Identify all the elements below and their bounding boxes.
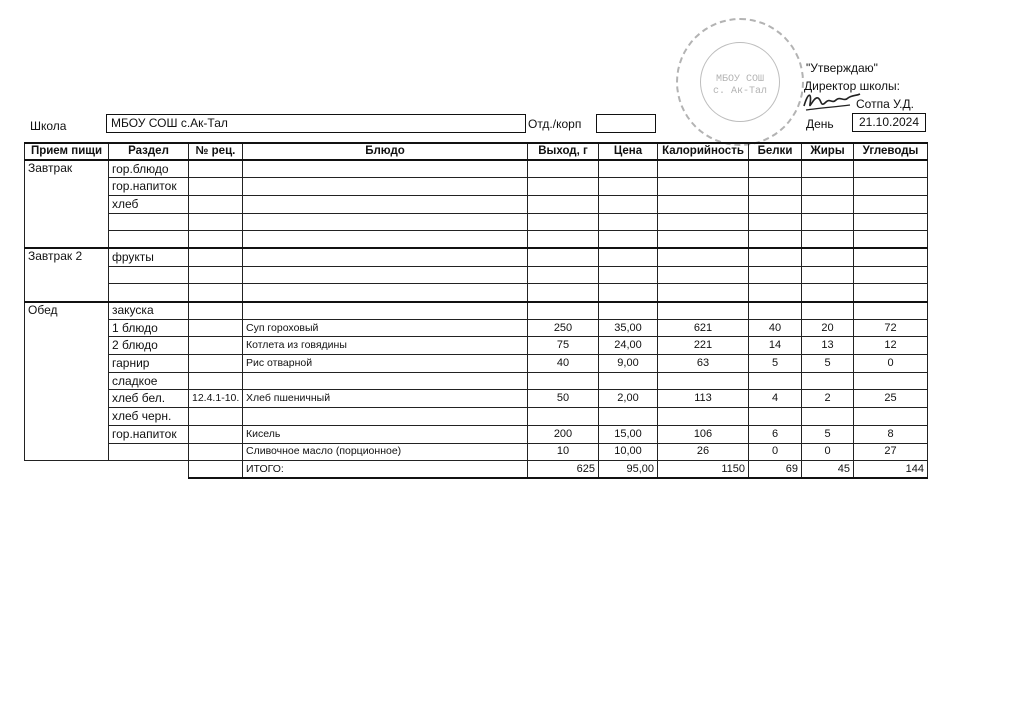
- calories-cell: 113: [658, 390, 749, 408]
- price-cell: 9,00: [599, 355, 658, 373]
- carbs-cell: 8: [854, 425, 928, 443]
- col-yield: Выход, г: [528, 143, 599, 160]
- col-price: Цена: [599, 143, 658, 160]
- dish-cell: Суп гороховый: [243, 319, 528, 337]
- table-row: [25, 266, 928, 284]
- recipe-no-cell: [189, 160, 243, 178]
- meal-cell-continued: [25, 390, 109, 408]
- calories-cell: [658, 408, 749, 426]
- recipe-no-cell: [189, 443, 243, 461]
- meal-cell-continued: [25, 284, 109, 302]
- table-row: [25, 372, 928, 390]
- table-row: [25, 425, 928, 443]
- price-cell: 24,00: [599, 337, 658, 355]
- meal-cell-continued: [25, 443, 109, 461]
- yield-cell: 75: [528, 337, 599, 355]
- price-cell: [599, 266, 658, 284]
- fat-cell: 2: [802, 390, 854, 408]
- dish-cell: Сливочное масло (порционное): [243, 443, 528, 461]
- recipe-no-cell: [189, 231, 243, 249]
- price-cell: 35,00: [599, 319, 658, 337]
- carbs-cell: [854, 213, 928, 231]
- carbs-cell: [854, 248, 928, 266]
- yield-cell: [528, 231, 599, 249]
- total-fat-cell: 45: [802, 461, 854, 479]
- price-cell: [599, 195, 658, 213]
- carbs-cell: [854, 195, 928, 213]
- col-calories: Калорийность: [658, 143, 749, 160]
- price-cell: [599, 248, 658, 266]
- fat-cell: [802, 248, 854, 266]
- col-meal: Прием пищи: [25, 143, 109, 160]
- calories-cell: 106: [658, 425, 749, 443]
- col-recipe-no: № рец.: [189, 143, 243, 160]
- table-row: [25, 443, 928, 461]
- protein-cell: [749, 302, 802, 320]
- meal-cell-continued: [25, 319, 109, 337]
- meal-name-cell: Завтрак 2: [25, 248, 109, 266]
- calories-cell: [658, 195, 749, 213]
- fat-cell: [802, 302, 854, 320]
- fat-cell: [802, 284, 854, 302]
- director-name: Сотпа У.Д.: [856, 97, 914, 111]
- section-cell: [109, 443, 189, 461]
- calories-cell: [658, 178, 749, 196]
- calories-cell: 621: [658, 319, 749, 337]
- recipe-no-cell: [189, 266, 243, 284]
- calories-cell: [658, 266, 749, 284]
- menu-table-body: [25, 160, 928, 478]
- total-protein-cell: 69: [749, 461, 802, 479]
- dish-cell: [243, 302, 528, 320]
- dish-cell: [243, 160, 528, 178]
- yield-cell: [528, 372, 599, 390]
- recipe-no-cell: [189, 213, 243, 231]
- section-cell: гор.напиток: [109, 425, 189, 443]
- yield-cell: [528, 213, 599, 231]
- calories-cell: [658, 302, 749, 320]
- recipe-no-cell: [189, 319, 243, 337]
- meal-cell-continued: [25, 178, 109, 196]
- seal-text-line-2: с. Ак-Тал: [712, 86, 767, 97]
- table-row: [25, 178, 928, 196]
- price-cell: [599, 178, 658, 196]
- price-cell: [599, 372, 658, 390]
- fat-cell: 13: [802, 337, 854, 355]
- table-row: [25, 390, 928, 408]
- meal-cell-continued: [25, 266, 109, 284]
- table-row: [25, 319, 928, 337]
- table-row: [25, 213, 928, 231]
- meal-cell-continued: [25, 337, 109, 355]
- col-fat: Жиры: [802, 143, 854, 160]
- carbs-cell: 25: [854, 390, 928, 408]
- carbs-cell: [854, 178, 928, 196]
- meal-cell-continued: [25, 425, 109, 443]
- protein-cell: [749, 231, 802, 249]
- section-cell: сладкое: [109, 372, 189, 390]
- section-cell: 2 блюдо: [109, 337, 189, 355]
- dept-field[interactable]: [596, 114, 656, 133]
- official-seal: [676, 18, 804, 146]
- recipe-no-cell: [189, 372, 243, 390]
- meal-cell-continued: [25, 231, 109, 249]
- fat-cell: 5: [802, 425, 854, 443]
- section-cell: хлеб черн.: [109, 408, 189, 426]
- protein-cell: 4: [749, 390, 802, 408]
- total-carbs-cell: 144: [854, 461, 928, 479]
- section-cell: гор.напиток: [109, 178, 189, 196]
- section-cell: [109, 266, 189, 284]
- recipe-no-cell: [189, 425, 243, 443]
- fat-cell: [802, 213, 854, 231]
- total-blank-cell: [109, 461, 189, 479]
- calories-cell: [658, 213, 749, 231]
- carbs-cell: 0: [854, 355, 928, 373]
- recipe-no-cell: [189, 195, 243, 213]
- table-header-row: [25, 143, 928, 160]
- yield-cell: 50: [528, 390, 599, 408]
- dish-cell: Рис отварной: [243, 355, 528, 373]
- fat-cell: [802, 178, 854, 196]
- calories-cell: [658, 231, 749, 249]
- meal-cell-continued: [25, 355, 109, 373]
- carbs-cell: [854, 231, 928, 249]
- protein-cell: 40: [749, 319, 802, 337]
- price-cell: [599, 213, 658, 231]
- fat-cell: 20: [802, 319, 854, 337]
- table-row: [25, 302, 928, 320]
- section-cell: гарнир: [109, 355, 189, 373]
- dish-cell: [243, 284, 528, 302]
- recipe-no-cell: [189, 408, 243, 426]
- protein-cell: [749, 266, 802, 284]
- fat-cell: [802, 195, 854, 213]
- section-cell: [109, 213, 189, 231]
- yield-cell: [528, 302, 599, 320]
- section-cell: 1 блюдо: [109, 319, 189, 337]
- dish-cell: [243, 408, 528, 426]
- school-field[interactable]: МБОУ СОШ с.Ак-Тал: [106, 114, 526, 133]
- recipe-no-cell: [189, 337, 243, 355]
- director-signature: [800, 88, 862, 114]
- yield-cell: 200: [528, 425, 599, 443]
- calories-cell: [658, 284, 749, 302]
- dish-cell: [243, 372, 528, 390]
- carbs-cell: [854, 372, 928, 390]
- calories-cell: [658, 160, 749, 178]
- yield-cell: [528, 195, 599, 213]
- protein-cell: [749, 213, 802, 231]
- col-carbs: Углеводы: [854, 143, 928, 160]
- yield-cell: [528, 178, 599, 196]
- yield-cell: 10: [528, 443, 599, 461]
- section-cell: [109, 284, 189, 302]
- fat-cell: [802, 408, 854, 426]
- carbs-cell: [854, 266, 928, 284]
- recipe-no-cell: [189, 248, 243, 266]
- protein-cell: [749, 408, 802, 426]
- recipe-no-cell: [189, 178, 243, 196]
- fat-cell: 5: [802, 355, 854, 373]
- table-row: [25, 355, 928, 373]
- price-cell: [599, 231, 658, 249]
- section-cell: [109, 231, 189, 249]
- recipe-no-cell: [189, 355, 243, 373]
- protein-cell: [749, 178, 802, 196]
- price-cell: [599, 160, 658, 178]
- protein-cell: [749, 160, 802, 178]
- protein-cell: [749, 195, 802, 213]
- calories-cell: [658, 248, 749, 266]
- price-cell: [599, 284, 658, 302]
- meal-cell-continued: [25, 213, 109, 231]
- day-label: День: [806, 117, 834, 131]
- fat-cell: [802, 160, 854, 178]
- total-kcal-cell: 1150: [658, 461, 749, 479]
- table-row: [25, 231, 928, 249]
- yield-cell: [528, 284, 599, 302]
- total-recipe-cell: [189, 461, 243, 479]
- table-row: [25, 160, 928, 178]
- protein-cell: [749, 248, 802, 266]
- meal-cell-continued: [25, 195, 109, 213]
- approve-title: "Утверждаю": [806, 61, 878, 75]
- dish-cell: [243, 213, 528, 231]
- protein-cell: 14: [749, 337, 802, 355]
- recipe-no-cell: [189, 284, 243, 302]
- dish-cell: [243, 195, 528, 213]
- price-cell: 2,00: [599, 390, 658, 408]
- recipe-no-cell: 12.4.1-10.: [189, 390, 243, 408]
- approve-role: Директор школы:: [804, 79, 900, 93]
- dept-label: Отд./корп: [528, 117, 582, 131]
- calories-cell: 26: [658, 443, 749, 461]
- total-price-cell: 95,00: [599, 461, 658, 479]
- section-cell: фрукты: [109, 248, 189, 266]
- table-row: [25, 284, 928, 302]
- carbs-cell: [854, 302, 928, 320]
- table-row: [25, 337, 928, 355]
- yield-cell: [528, 160, 599, 178]
- calories-cell: [658, 372, 749, 390]
- dish-cell: [243, 178, 528, 196]
- yield-cell: 40: [528, 355, 599, 373]
- fat-cell: [802, 266, 854, 284]
- fat-cell: 0: [802, 443, 854, 461]
- dish-cell: Хлеб пшеничный: [243, 390, 528, 408]
- section-cell: закуска: [109, 302, 189, 320]
- calories-cell: 63: [658, 355, 749, 373]
- meal-cell-continued: [25, 372, 109, 390]
- price-cell: [599, 408, 658, 426]
- section-cell: хлеб бел.: [109, 390, 189, 408]
- carbs-cell: [854, 160, 928, 178]
- carbs-cell: 72: [854, 319, 928, 337]
- calories-cell: 221: [658, 337, 749, 355]
- total-label: ИТОГО:: [243, 461, 528, 479]
- carbs-cell: [854, 284, 928, 302]
- protein-cell: [749, 372, 802, 390]
- dish-cell: Кисель: [243, 425, 528, 443]
- yield-cell: [528, 248, 599, 266]
- total-yield-cell: 625: [528, 461, 599, 479]
- col-dish: Блюдо: [243, 143, 528, 160]
- fat-cell: [802, 231, 854, 249]
- price-cell: [599, 302, 658, 320]
- protein-cell: 0: [749, 443, 802, 461]
- table-row: [25, 408, 928, 426]
- total-blank-cell: [25, 461, 109, 479]
- section-cell: гор.блюдо: [109, 160, 189, 178]
- dish-cell: [243, 266, 528, 284]
- carbs-cell: [854, 408, 928, 426]
- price-cell: 10,00: [599, 443, 658, 461]
- seal-text-line-1: МБОУ СОШ: [715, 74, 764, 85]
- dish-cell: [243, 231, 528, 249]
- carbs-cell: 27: [854, 443, 928, 461]
- protein-cell: 5: [749, 355, 802, 373]
- dish-cell: Котлета из говядины: [243, 337, 528, 355]
- meal-name-cell: Обед: [25, 302, 109, 320]
- yield-cell: 250: [528, 319, 599, 337]
- menu-table: [24, 142, 928, 479]
- meal-name-cell: Завтрак: [25, 160, 109, 178]
- yield-cell: [528, 408, 599, 426]
- fat-cell: [802, 372, 854, 390]
- recipe-no-cell: [189, 302, 243, 320]
- carbs-cell: 12: [854, 337, 928, 355]
- table-row: [25, 248, 928, 266]
- table-row: [25, 195, 928, 213]
- protein-cell: 6: [749, 425, 802, 443]
- col-protein: Белки: [749, 143, 802, 160]
- yield-cell: [528, 266, 599, 284]
- total-row: [25, 461, 928, 479]
- dish-cell: [243, 248, 528, 266]
- protein-cell: [749, 284, 802, 302]
- section-cell: хлеб: [109, 195, 189, 213]
- price-cell: 15,00: [599, 425, 658, 443]
- day-field[interactable]: 21.10.2024: [852, 113, 926, 132]
- col-section: Раздел: [109, 143, 189, 160]
- school-label: Школа: [30, 119, 67, 133]
- meal-cell-continued: [25, 408, 109, 426]
